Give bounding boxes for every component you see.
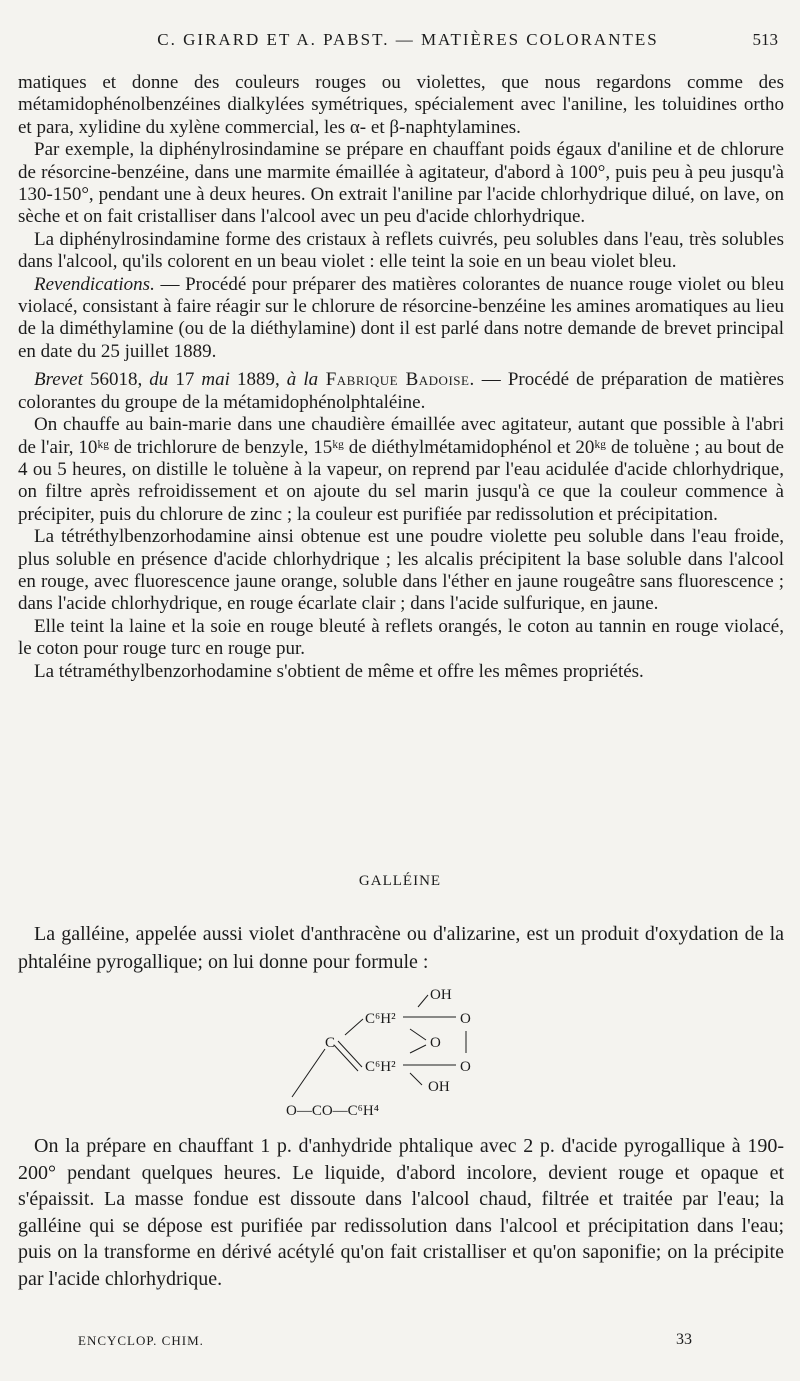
- formula-c6h2-bottom: C⁶H²: [365, 1059, 396, 1075]
- brevet-year: 1889,: [229, 369, 287, 391]
- main-text: [18, 72, 784, 683]
- formula-oh-top: OH: [430, 987, 452, 1003]
- galleine-intro: La galléine, appelée aussi violet d'anthracène ou d'alizarine, est un produit d'oxydation de la phtaléine pyrogallique; on lui donne pour formule :: [18, 923, 784, 973]
- galleine-preparation: On la prépare en chauffant 1 p. d'anhydride phtalique avec 2 p. d'acide pyrogallique à 190-200° pendant quelques heures. Le liquide, d'abord incolore, devient rouge et opaque et s'épaissit. La masse fondue est dissoute dans l'alcool chaud, filtrée et traitée par l'eau; la galléine qui se dépose est purifiée par redissolution dans l'alcool et précipitation dans l'eau; puis on la transforme en dérivé acétylé qu'on fait cristalliser et qu'on saponifie; on la précipite par l'acide chlorhydrique.: [18, 1135, 784, 1290]
- page-number: 513: [752, 30, 778, 49]
- paragraph-3: La diphénylrosindamine forme des cristaux à reflets cuivrés, peu solubles dans l'eau, très solubles dans l'alcool, qu'ils colorent en un beau violet : elle teint la soie en un beau violet bleu.: [18, 228, 784, 273]
- brevet-a-la: à la: [286, 369, 319, 391]
- formula-bottom-chain: O—CO—C⁶H⁴: [286, 1103, 379, 1119]
- formula-o-middle: O: [430, 1035, 441, 1051]
- brevet-company: Fabrique Badoise.: [318, 369, 475, 391]
- formula-oh-bottom: OH: [428, 1079, 450, 1095]
- brevet-number: 56018,: [82, 369, 150, 391]
- paragraph-2: Par exemple, la diphénylrosindamine se prépare en chauffant poids égaux d'aniline et de chlorure de résorcine-benzéine, dans une marmite émaillée à agitateur, d'abord à 100°, puis peu à peu jusqu'à 130-150°, pendant une à deux heures. On extrait l'aniline par l'acide chlorhydrique dilué, on lave, on sèche et on fait cristalliser dans l'alcool avec un peu d'acide chlorhydrique.: [18, 139, 784, 228]
- paragraph-9: La tétraméthylbenzorhodamine s'obtient de même et offre les mêmes propriétés.: [34, 660, 644, 682]
- footer-left: ENCYCLOP. CHIM.: [78, 1333, 204, 1348]
- section-title: GALLÉINE: [358, 873, 442, 889]
- revendications-text: — Procédé pour préparer des matières colorantes de nuance rouge violet ou bleu violacé, consistant à faire réagir sur le chlorure de résorcine-benzéine les amines aromatiques au lieu de la diméthylamine (ou de la diéthylamine) dont il est parlé dans notre demande de brevet principal en date du 25 juillet 1889.: [18, 273, 784, 362]
- section-body: [18, 1133, 784, 1292]
- paragraph-4: [18, 274, 784, 364]
- revendications-label: Revendications.: [34, 273, 155, 295]
- paragraph-8: Elle teint la laine et la soie en rouge bleuté à reflets orangés, le coton au tannin en rouge violacé, le coton pour rouge turc en rouge pur.: [18, 615, 784, 660]
- section-intro: [18, 920, 784, 976]
- paragraph-5: [18, 369, 784, 414]
- brevet-text: — Procédé de préparation de matières colorantes du groupe de la métamidophénolphtaléine.: [18, 369, 785, 413]
- footer-right: 33: [676, 1331, 692, 1348]
- formula-o-right2: O: [460, 1059, 471, 1075]
- formula-c-center: C: [325, 1035, 336, 1051]
- formula-o-right1: O: [460, 1011, 471, 1027]
- brevet-month: mai: [201, 369, 230, 391]
- formula-diagram: [270, 985, 510, 1120]
- paragraph-6: On chauffe au bain-marie dans une chaudière émaillée avec agitateur, autant que possible à l'abri de l'air, 10ᵏᵍ de trichlorure de benzyle, 15ᵏᵍ de diéthylmétamidophénol et 20ᵏᵍ de toluène ; au bout de 4 ou 5 heures, on distille le toluène à la vapeur, on reprend par l'eau acidulée d'acide chlorhydrique, on filtre après refroidissement et on ajoute du sel marin jusqu'à ce que la couleur commence à précipiter, puis du chlorure de zinc ; la couleur est purifiée par redissolution et précipitation.: [18, 414, 784, 525]
- brevet-day: 17: [168, 369, 202, 391]
- galleine-formula: [270, 985, 510, 1120]
- formula-c6h2-top: C⁶H²: [365, 1011, 396, 1027]
- paragraph-7: La tétréthylbenzorhodamine ainsi obtenue est une poudre violette peu soluble dans l'eau froide, plus soluble en présence d'acide chlorhydrique ; les alcalis précipitent la base soluble dans l'alcool en rouge, avec fluorescence jaune orange, soluble dans l'éther en jaune rougeâtre sans fluorescence ; dans l'acide chlorhydrique, en rouge écarlate clair ; dans l'acide sulfurique, en jaune.: [18, 526, 784, 615]
- brevet-du: du: [149, 369, 169, 391]
- page-header: [0, 30, 800, 56]
- brevet-label: Brevet: [34, 369, 83, 391]
- paragraph-1: matiques et donne des couleurs rouges ou violettes, que nous regardons comme des métamidophénolbenzéines dialkylées symétriques, spécialement avec l'aniline, les toluidines ortho et para, xylidine du xylène commercial, les α- et β-naphtylamines.: [18, 72, 784, 138]
- running-title: C. GIRARD ET A. PABST. — MATIÈRES COLORANTES: [157, 30, 659, 49]
